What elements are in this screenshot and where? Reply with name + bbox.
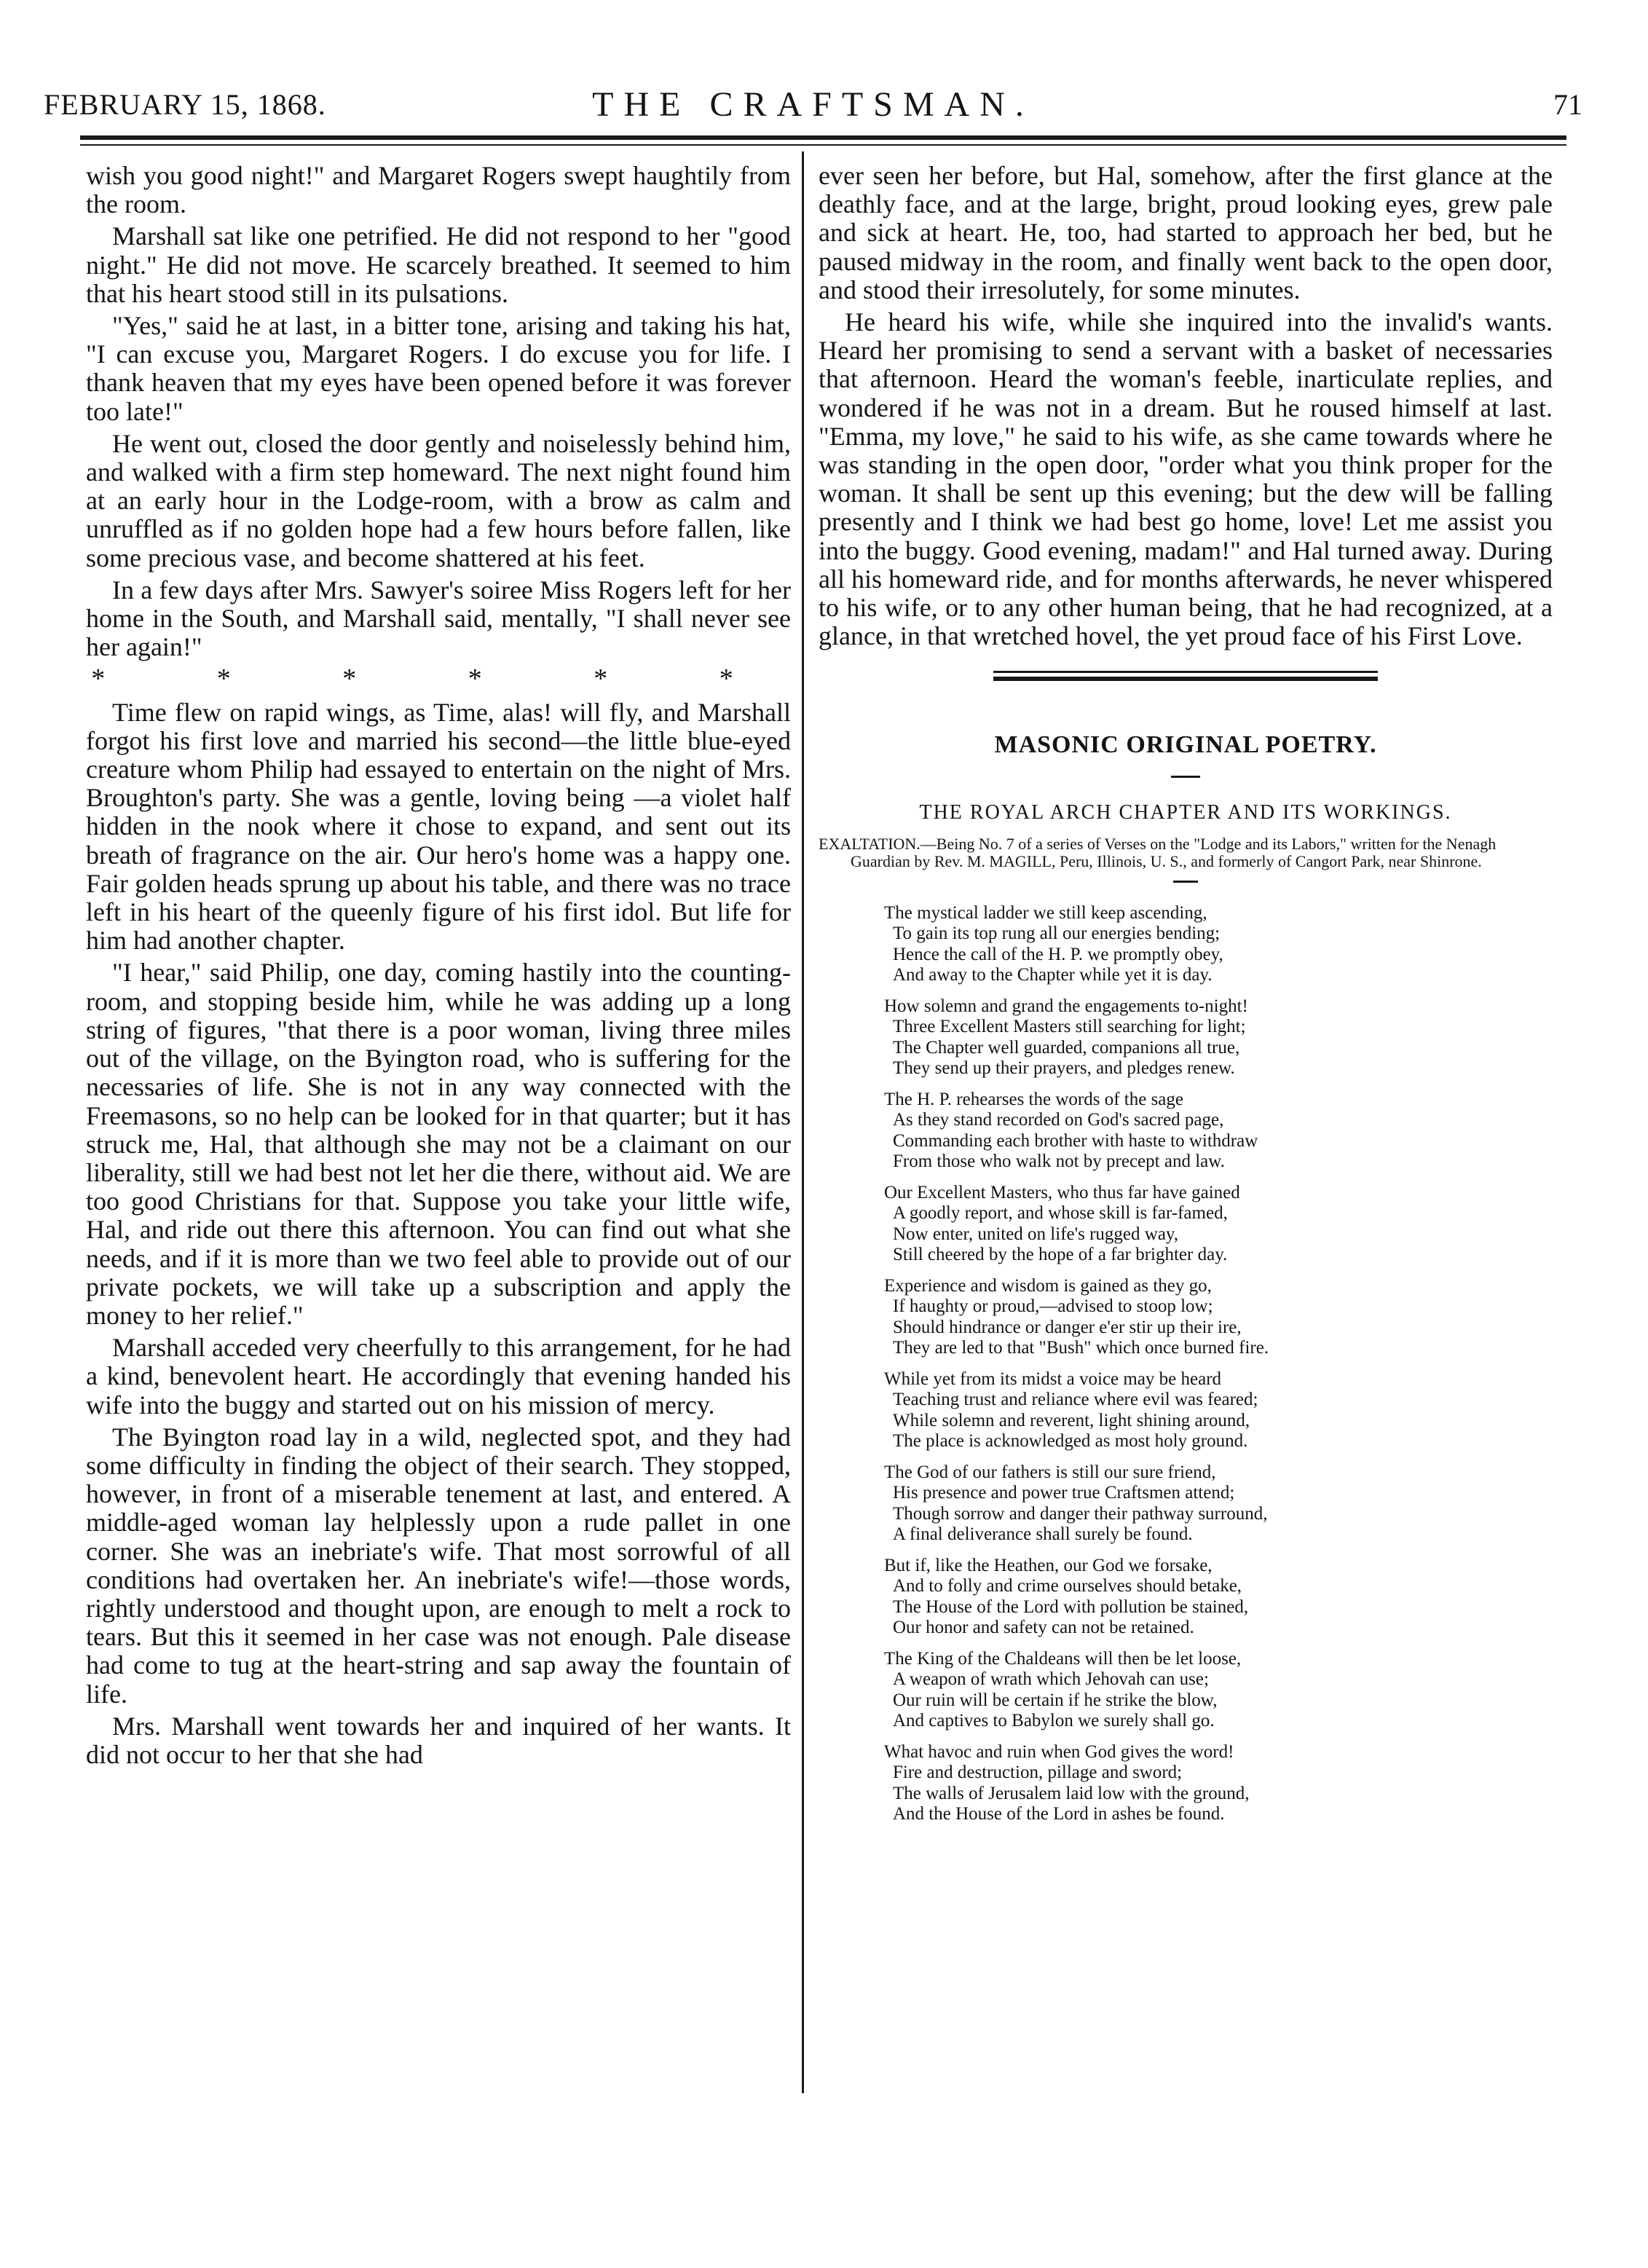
poem-line: Experience and wisdom is gained as they go, xyxy=(884,1275,1212,1296)
short-rule xyxy=(1173,881,1198,883)
poem-stanza xyxy=(884,1556,1553,1639)
poem-line: To gain its top rung all our energies bending; xyxy=(893,924,1221,944)
story-paragraph: Mrs. Marshall went towards her and inquired of her wants. It did not occur to her that she had xyxy=(86,1711,791,1769)
poem-line: And away to the Chapter while yet it is day. xyxy=(893,965,1213,985)
poem-line: The place is acknowledged as most holy ground. xyxy=(893,1431,1248,1452)
poem-line: The King of the Chaldeans will then be let loose, xyxy=(884,1648,1242,1669)
poem-stanza xyxy=(884,1462,1553,1546)
poem-stanza xyxy=(884,996,1553,1079)
poem-line: And captives to Babylon we surely shall go. xyxy=(893,1711,1215,1731)
header-rule-thick xyxy=(80,135,1566,140)
poem-line: And the House of the Lord in ashes be found. xyxy=(893,1804,1225,1824)
story-paragraph: In a few days after Mrs. Sawyer's soiree Miss Rogers left for her home in the South, and Marshall said, mentally, "I shall never see her again!" xyxy=(86,575,791,662)
poem-line: As they stand recorded on God's sacred page, xyxy=(893,1110,1224,1130)
poem-line: They are led to that "Bush" which once burned fire. xyxy=(893,1338,1269,1358)
left-column xyxy=(86,162,791,1773)
poem-stanza xyxy=(884,1649,1553,1732)
poem-line: The walls of Jerusalem laid low with the ground, xyxy=(893,1783,1250,1803)
poem-line: But if, like the Heathen, our God we forsake, xyxy=(884,1555,1213,1575)
story-paragraph: wish you good night!" and Margaret Rogers swept haughtily from the room. xyxy=(86,161,791,219)
poem-line: His presence and power true Craftsmen attend; xyxy=(893,1483,1235,1503)
poem-line: Our ruin will be certain if he strike the blow, xyxy=(893,1690,1218,1710)
poem-line: The H. P. rehearses the words of the sage xyxy=(884,1089,1183,1109)
poem-stanza xyxy=(884,1369,1553,1452)
poem-line: And to folly and crime ourselves should betake, xyxy=(893,1576,1242,1596)
poem-stanza xyxy=(884,1090,1553,1173)
poem-line: The Chapter well guarded, companions all true, xyxy=(893,1037,1240,1058)
header-rule-thin xyxy=(80,144,1566,146)
poem-line: Our honor and safety can not be retained. xyxy=(893,1618,1194,1638)
publication-title: THE CRAFTSMAN. xyxy=(592,85,1034,124)
poem-line: They send up their prayers, and pledges renew. xyxy=(893,1058,1235,1079)
issue-date: FEBRUARY 15, 1868. xyxy=(44,88,326,121)
story-paragraph: He heard his wife, while she inquired into the invalid's wants. Heard her promising to send a servant with a basket of necessaries that afternoon. Heard the woman's feeble, inarticulate replies, and wondered if he was not in a dream. But he roused himself at last. "Emma, my love," he said to his wife, as she came towards where he was standing in the open door, "order what you think proper for the woman. It shall be sent up this evening; but the dew will be falling presently and I think we had best go home, love! Let me assist you into the buggy. Good evening, madam!" and Hal turned away. During all his homeward ride, and for months afterwards, he never whispered to his wife, or to any other human being, that he had recognized, at a glance, in that wretched hovel, the yet proud face of his First Love. xyxy=(819,307,1553,651)
poem-line: A final deliverance shall surely be found. xyxy=(893,1524,1193,1545)
poem-stanza xyxy=(884,1742,1553,1825)
story-paragraph: He went out, closed the door gently and noiselessly behind him, and walked with a firm step homeward. The next night found him at an early hour in the Lodge-room, with a brow as calm and unruffled as if no golden hope had a few hours before fallen, like some precious vase, and become shattered at his feet. xyxy=(86,428,791,572)
poem-title: THE ROYAL ARCH CHAPTER AND ITS WORKINGS. xyxy=(919,800,1452,824)
short-rule xyxy=(1171,776,1200,778)
poem-stanza xyxy=(884,1183,1553,1266)
poem-line: Three Excellent Masters still searching for light; xyxy=(893,1017,1246,1037)
story-paragraph: "I hear," said Philip, one day, coming hastily into the counting-room, and stopping beside him, while he was adding up a long string of figures, "that there is a poor woman, living three miles out of the village, on the Byington road, who is suffering for the necessaries of life. She is not in any way connected with the Freemasons, so no help can be looked for in that quarter; but it has struck me, Hal, that although she may not be a claimant on our liberality, still we had best not let her die there, without aid. We are too good Christians for that. Suppose you take your little wife, Hal, and ride out there this afternoon. You can find out what she needs, and if it is more than we two feel able to provide out of our private pockets, we will take up a subscription and apply the money to her relief." xyxy=(86,958,791,1330)
poem-line: Fire and destruction, pillage and sword; xyxy=(893,1763,1183,1783)
story-paragraph: "Yes," said he at last, in a bitter tone, arising and taking his hat, "I can excuse you, Margaret Rogers. I do excuse you for life. I thank heaven that my eyes have been opened before it was forever too late!" xyxy=(86,311,791,426)
section-separator xyxy=(993,671,1378,684)
poem-line: Commanding each brother with haste to withdraw xyxy=(893,1130,1258,1151)
poem-stanza xyxy=(884,1276,1553,1359)
poem-line: Our Excellent Masters, who thus far have gained xyxy=(884,1182,1240,1202)
page-number: 71 xyxy=(1553,88,1582,121)
poem-line: The House of the Lord with pollution be stained, xyxy=(893,1596,1249,1617)
poetry-section-heading: MASONIC ORIGINAL POETRY. xyxy=(994,731,1377,759)
column-divider xyxy=(802,151,804,2093)
poem-line: Teaching trust and reliance where evil was feared; xyxy=(893,1390,1258,1410)
poem-line: Hence the call of the H. P. we promptly obey, xyxy=(893,944,1223,964)
poem-line: How solemn and grand the engagements to-night! xyxy=(884,996,1248,1016)
poem-line: The mystical ladder we still keep ascending, xyxy=(884,902,1207,923)
running-head xyxy=(44,87,1582,131)
story-paragraph: Marshall sat like one petrified. He did not respond to her "good night." He did not move. He scarcely breathed. It seemed to him that his heart stood still in its pulsations. xyxy=(86,221,791,308)
poem-stanza xyxy=(884,903,1553,986)
section-break-asterisks: * * * * * * xyxy=(91,664,786,695)
poem-line: Though sorrow and danger their pathway surround, xyxy=(893,1503,1268,1524)
poem-line: A goodly report, and whose skill is far-famed, xyxy=(893,1203,1228,1224)
poem-line: Now enter, united on life's rugged way, xyxy=(893,1224,1179,1244)
poem-line: If haughty or proud,—advised to stoop low; xyxy=(893,1296,1213,1317)
poem-line: What havoc and ruin when God gives the word! xyxy=(884,1741,1234,1762)
poem-line: Still cheered by the hope of a far brighter day. xyxy=(893,1245,1228,1265)
story-paragraph: Time flew on rapid wings, as Time, alas! will fly, and Marshall forgot his first love and married his second—the little blue-eyed creature whom Philip had essayed to entertain on the night of Mrs. Broughton's party. She was a gentle, loving being —a violet half hidden in the nook where it chose to expand, and sent out its breath of fragrance on the air. Our hero's home was a happy one. Fair golden heads sprung up about his table, and there was no trace left in his heart of the queenly figure of his first idol. But life for him had another chapter. xyxy=(86,697,791,956)
story-paragraph: The Byington road lay in a wild, neglected spot, and they had some difficulty in finding the object of their search. They stopped, however, in front of a miserable tenement at last, and entered. A middle-aged woman lay helplessly upon a rude pallet in one corner. She was an inebriate's wife. That most sorrowful of all conditions had overtaken her. An inebriate's wife!—those words, rightly understood and thought upon, are enough to melt a rock to tears. But this it seemed in her case was not enough. Pale disease had come to tug at the heart-string and sap away the fountain of life. xyxy=(86,1422,791,1709)
poem-line: A weapon of wrath which Jehovah can use; xyxy=(893,1669,1209,1690)
poem-line: From those who walk not by precept and law. xyxy=(893,1151,1225,1172)
poem-line: The God of our fathers is still our sure friend, xyxy=(884,1462,1216,1482)
story-paragraph: ever seen her before, but Hal, somehow, after the first glance at the deathly face, and at the large, bright, proud looking eyes, grew pale and sick at heart. He, too, had started to approach her bed, but he paused midway in the room, and finally went back to the open door, and stood their irresolutely, for some minutes. xyxy=(819,161,1553,304)
poem-body xyxy=(819,903,1553,1825)
poem-line: While yet from its midst a voice may be heard xyxy=(884,1369,1222,1389)
right-column xyxy=(819,162,1553,1835)
story-paragraph: Marshall acceded very cheerfully to this arrangement, for he had a kind, benevolent heart. He accordingly that evening handed his wife into the buggy and started out on his mission of mercy. xyxy=(86,1333,791,1420)
poem-line: While solemn and reverent, light shining around, xyxy=(893,1410,1250,1430)
poem-note: EXALTATION.—Being No. 7 of a series of Verses on the "Lodge and its Labors," written for the Nenagh Guardian by Rev. M. MAGILL, Peru, Illinois, U. S., and formerly of Cangort Park, near Shinrone. xyxy=(819,834,1497,870)
poem-line: Should hindrance or danger e'er stir up their ire, xyxy=(893,1317,1242,1337)
